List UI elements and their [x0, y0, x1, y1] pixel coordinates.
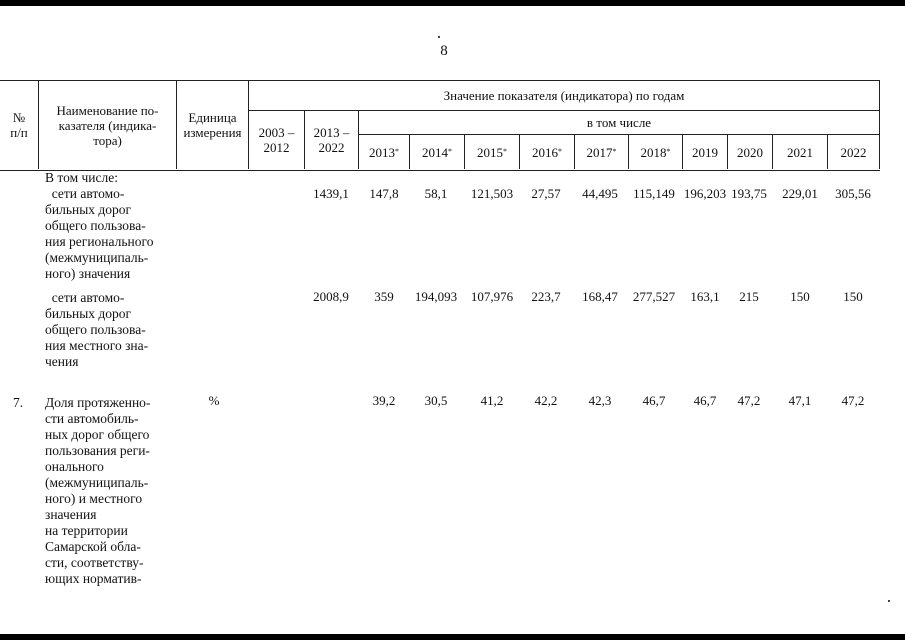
indicator-name: В том числе: сети автомо- бильных дорог общего пользова- ния регионального (межмуниципаль- ного) значения: [45, 170, 154, 281]
header-year: 2022: [840, 144, 867, 160]
indicator-name: сети автомо- бильных дорог общего пользова- ния местного зна- чения: [45, 290, 149, 369]
header-year: 2020: [737, 144, 763, 160]
year-value: 150: [843, 289, 863, 304]
header-year: 2021: [787, 144, 813, 160]
year-value: 229,01: [782, 186, 818, 201]
year-value: 277,527: [632, 289, 676, 304]
header-year: 2013 *: [369, 144, 399, 160]
year-value: 39,2: [372, 393, 396, 408]
year-value: 305,56: [835, 186, 871, 201]
year-value: 121,503: [470, 186, 514, 201]
header-including: в том числе: [586, 115, 652, 130]
unit-of-measure: %: [208, 393, 220, 408]
header-unit: Единица измерения: [183, 110, 242, 140]
header-period-2013-2022: 2013 – 2022: [313, 125, 350, 155]
year-value: 47,1: [788, 393, 812, 408]
scan-speck: [888, 600, 890, 602]
bottom-border: [0, 634, 905, 640]
header-period-2003-2012: 2003 – 2012: [258, 125, 295, 155]
indicator-name: Доля протяженно- сти автомобиль- ных дорог общего пользования реги- онального (межмуниципаль- ного) и местного значения на территории Самарской обла- сти, соответству- ющих норматив-: [45, 395, 151, 586]
header-year: 2014 *: [422, 144, 452, 160]
header-year: 2016 *: [532, 144, 562, 160]
year-value: 44,495: [582, 186, 618, 201]
table-header: [0, 80, 880, 171]
year-value: 27,57: [531, 186, 561, 201]
period-total: 1439,1: [313, 186, 349, 201]
year-value: 41,2: [480, 393, 504, 408]
page-number: 8: [440, 43, 448, 59]
header-year: 2019: [692, 144, 718, 160]
header-year: 2018 *: [640, 144, 671, 160]
year-value: 193,75: [731, 186, 767, 201]
year-value: 30,5: [424, 393, 448, 408]
header-year: 2015 *: [477, 144, 507, 160]
year-value: 194,093: [414, 289, 458, 304]
year-value: 58,1: [424, 186, 448, 201]
year-value: 359: [374, 289, 394, 304]
year-value: 215: [739, 289, 759, 304]
header-year: 2017 *: [586, 144, 617, 160]
year-value: 47,2: [737, 393, 761, 408]
year-value: 46,7: [693, 393, 717, 408]
year-value: 196,203: [683, 186, 727, 201]
year-value: 163,1: [690, 289, 720, 304]
header-number: № п/п: [10, 110, 28, 140]
period-total: 2008,9: [313, 289, 349, 304]
row-number: 7.: [13, 395, 24, 410]
header-indicator-name: Наименование по- казателя (индика- тора): [56, 102, 159, 148]
top-border: [0, 0, 905, 6]
year-value: 168,47: [582, 289, 618, 304]
year-value: 150: [790, 289, 810, 304]
year-value: 42,2: [534, 393, 558, 408]
year-value: 107,976: [470, 289, 514, 304]
year-value: 115,149: [633, 186, 675, 201]
year-value: 47,2: [841, 393, 865, 408]
scan-speck: [438, 36, 440, 38]
year-value: 46,7: [642, 393, 666, 408]
year-value: 147,8: [369, 186, 399, 201]
year-value: 223,7: [531, 289, 561, 304]
year-value: 42,3: [588, 393, 612, 408]
header-values-by-year: Значение показателя (индикатора) по годам: [443, 88, 685, 103]
